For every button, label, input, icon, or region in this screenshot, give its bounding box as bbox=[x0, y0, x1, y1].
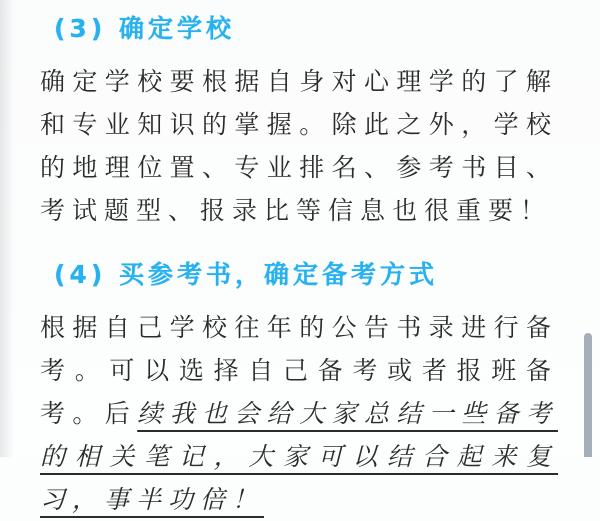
section-3-paragraph: 确定学校要根据自身对心理学的了解和专业知识的掌握。除此之外，学校的地理位置、专业排名、参考书目、考试题型、报录比等信息也很重要！ bbox=[40, 67, 558, 225]
section-4-paragraph bbox=[40, 306, 558, 521]
section-4-text-normal: 根据自己学校往年的公告书录进行备考。可以选择自己备考或者报班备考。后 bbox=[40, 313, 558, 428]
section-4-heading: (4) 买参考书，确定备考方式 bbox=[54, 260, 438, 289]
note-content bbox=[40, 12, 558, 521]
section-4-text-underlined: 续我也会给大家总结一些备考的相关笔记，大家可以结合起来复习，事半功倍！ bbox=[40, 399, 558, 514]
scrollbar-thumb[interactable] bbox=[584, 333, 592, 457]
page-left-edge-shadow bbox=[0, 0, 14, 457]
section-3-heading: (3) 确定学校 bbox=[54, 14, 235, 43]
